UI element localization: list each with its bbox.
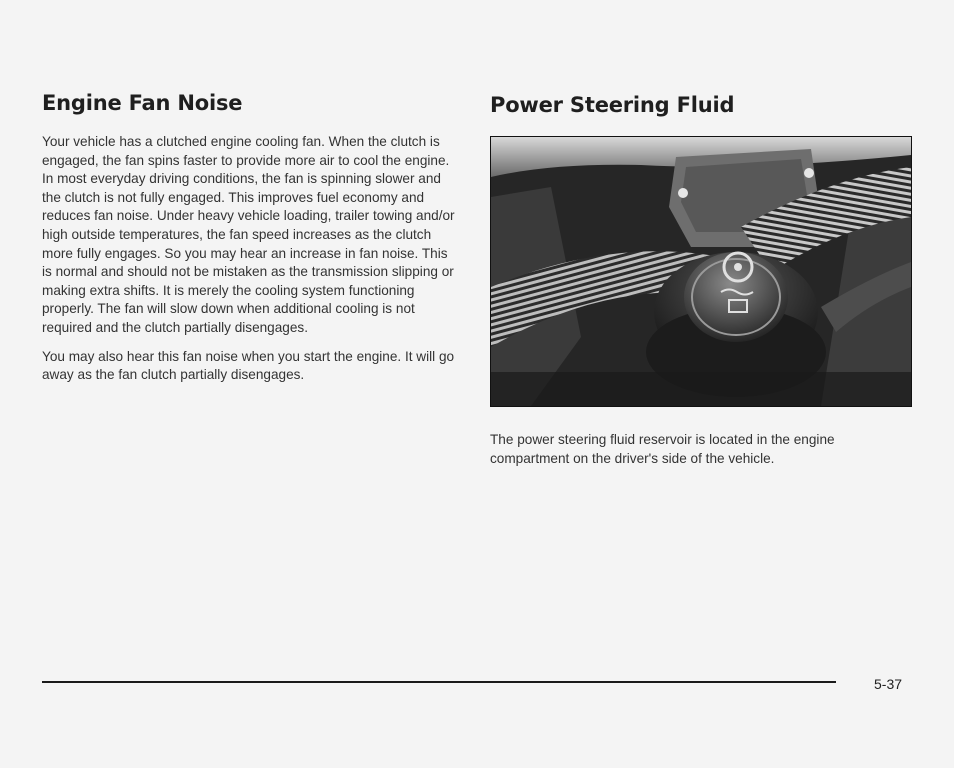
engine-fan-noise-body xyxy=(42,133,460,395)
paragraph-fan-startup: You may also hear this fan noise when you start the engine. It will go away as the fan clutch partially disengages. xyxy=(42,348,455,383)
page-number: 5-37 xyxy=(874,676,903,692)
footer-rule xyxy=(42,681,836,683)
section-heading-engine-fan-noise: Engine Fan Noise xyxy=(42,91,243,115)
paragraph-fan-clutch: Your vehicle has a clutched engine cooling fan. When the clutch is engaged, the fan spins faster to provide more air to cool the engine. In most everyday driving conditions, the fan is spinning slower and the clutch is not fully engaged. This improves fuel economy and reduces fan noise. Under heavy vehicle loading, trailer towing and/or high outside temperatures, the fan speed increases as the clutch more fully engages. So you may hear an increase in fan noise. This is normal and should not be mistaken as the transmission slipping or making extra shifts. It is merely the cooling system functioning properly. The fan will slow down when additional cooling is not required and the clutch partially disengages. xyxy=(42,134,455,335)
power-steering-caption xyxy=(490,431,915,468)
power-steering-reservoir-photo xyxy=(490,136,912,407)
section-heading-power-steering-fluid: Power Steering Fluid xyxy=(490,93,735,117)
caption-text: The power steering fluid reservoir is located in the engine compartment on the driver's side of the vehicle. xyxy=(490,432,835,466)
